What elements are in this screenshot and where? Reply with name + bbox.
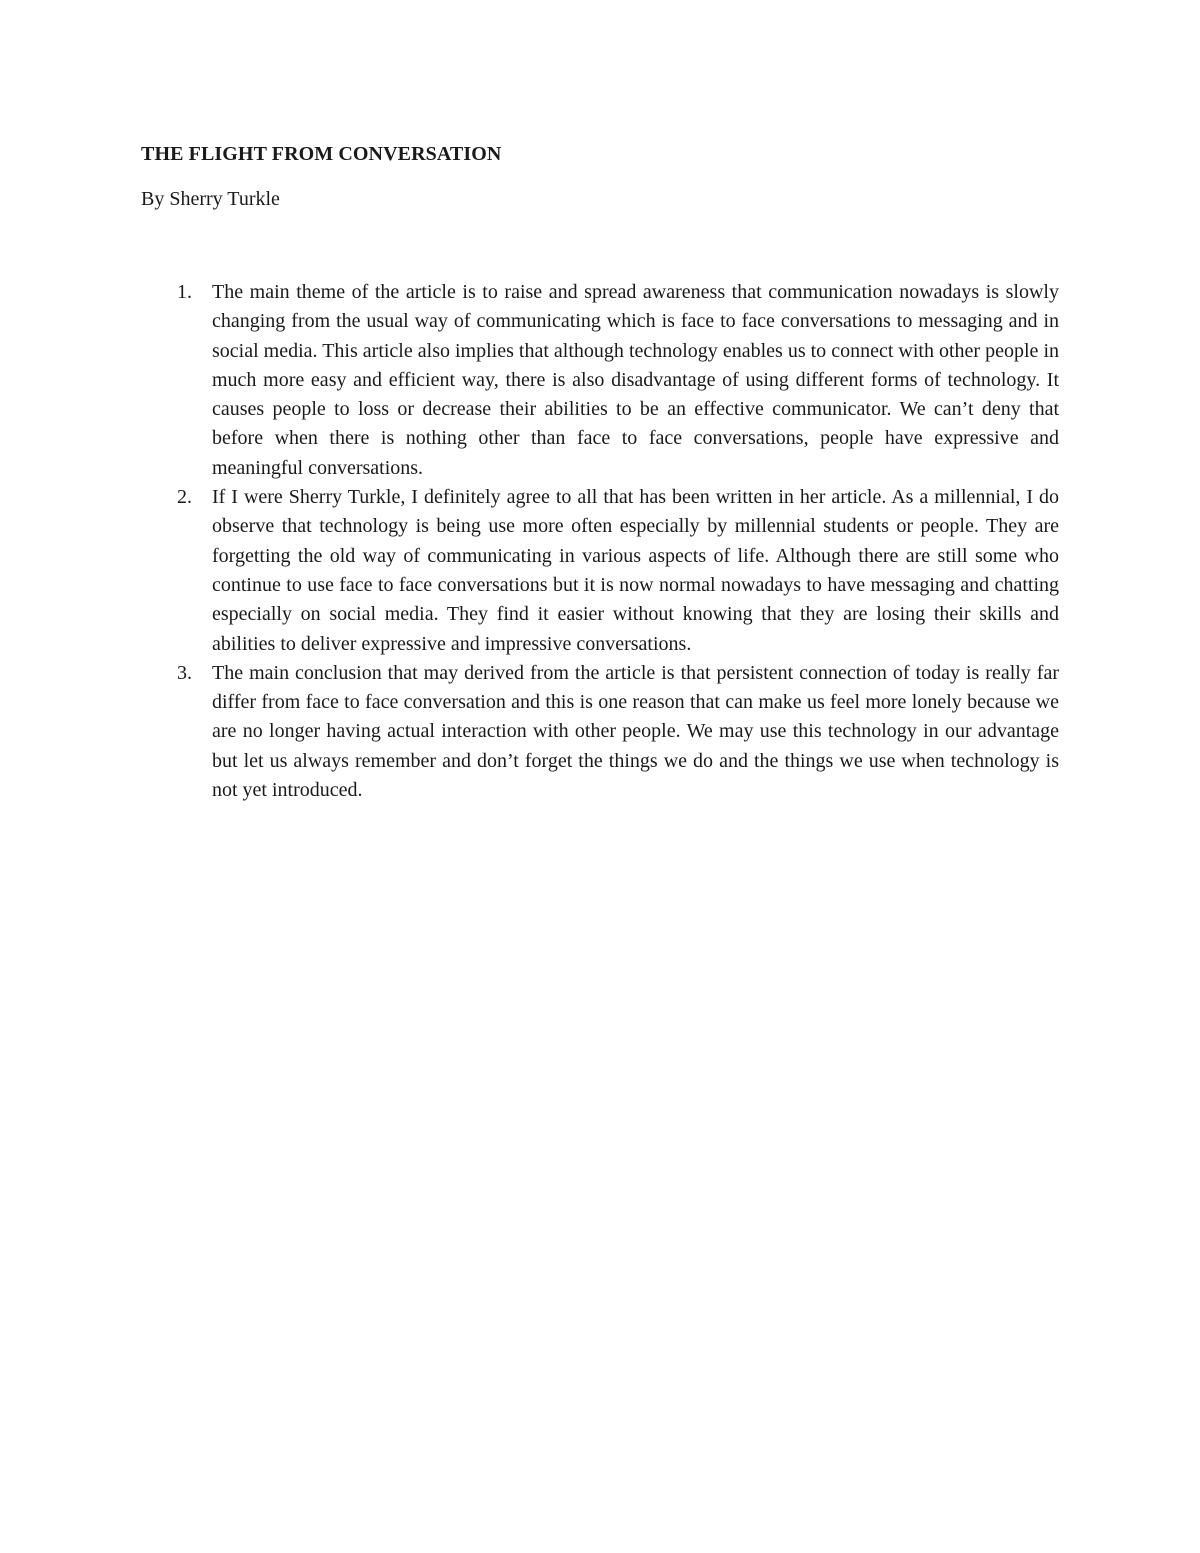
list-item-number: 1.: [177, 281, 192, 303]
list-item-number: 2.: [177, 486, 192, 509]
document-author: By Sherry Turkle: [141, 188, 280, 210]
list-item: [141, 659, 1059, 805]
list-item-text: The main conclusion that may derived from the article is that persistent connection of today is really far differ from face to face conversation and this is one reason that can make us feel more lonely because we are no longer having actual interaction with other people. We may use this technology in our advantage but let us always remember and don’t forget the things we do and the things we use when technology is not yet introduced.: [212, 661, 1059, 802]
list-item-text: If I were Sherry Turkle, I definitely agree to all that has been written in her article. As a millennial, I do observe that technology is being use more often especially by millennial students or people. They are forgetting the old way of communicating in various aspects of life. Although there are still some who continue to use face to face conversations but it is now normal nowadays to have messaging and chatting especially on social media. They find it easier without knowing that they are losing their skills and abilities to deliver expressive and impressive conversations.: [212, 486, 1059, 655]
list-item-number: 3.: [177, 661, 192, 684]
list-item: [141, 483, 1059, 659]
list-item: [141, 278, 1059, 483]
document-title: THE FLIGHT FROM CONVERSATION: [141, 143, 502, 165]
list-item-text: The main theme of the article is to raise and spread awareness that communication nowadays is slowly changing from the usual way of communicating which is face to face conversations to messaging and in social media. This article also implies that although technology enables us to connect with other people in much more easy and efficient way, there is also disadvantage of using different forms of technology. It causes people to loss or decrease their abilities to be an effective communicator. We can’t deny that before when there is nothing other than face to face conversations, people have expressive and meaningful conversations.: [212, 281, 1059, 479]
answer-list: [141, 278, 1059, 805]
